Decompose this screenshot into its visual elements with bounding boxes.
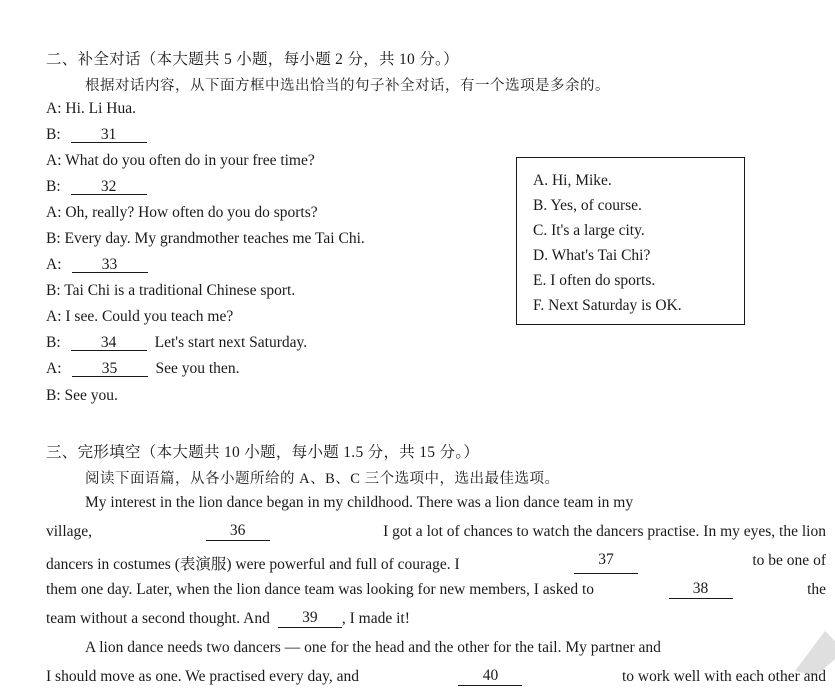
- passage-line: [85, 494, 826, 512]
- line-text: the: [807, 581, 826, 598]
- speaker: B:: [46, 334, 61, 351]
- speaker: A:: [46, 152, 62, 169]
- speaker: B:: [46, 387, 61, 404]
- blank-40[interactable]: 40: [458, 668, 522, 686]
- line-text: See you.: [64, 387, 118, 404]
- speaker: B:: [46, 230, 61, 247]
- line-text: Oh, really? How often do you do sports?: [65, 204, 318, 221]
- section2-heading: 二、补全对话（本大题共 5 小题，每小题 2 分，共 10 分。）: [46, 51, 459, 68]
- dialogue-line: [46, 204, 318, 222]
- blank-38[interactable]: 38: [669, 581, 733, 599]
- line-text: I got a lot of chances to watch the dancers practise. In my eyes, the lion: [383, 523, 826, 540]
- speaker: B:: [46, 178, 61, 195]
- passage-line: [46, 552, 826, 574]
- line-text: dancers in costumes (表演服) were powerful and full of courage. I: [46, 556, 460, 573]
- dialogue-line: [46, 230, 365, 248]
- passage-line: [85, 639, 826, 657]
- option-b: B. Yes, of course.: [533, 197, 642, 214]
- option-c: C. It's a large city.: [533, 222, 645, 239]
- blank-37[interactable]: 37: [574, 552, 638, 574]
- speaker: A:: [46, 256, 62, 273]
- line-text: them one day. Later, when the lion dance team was looking for new members, I asked to: [46, 581, 595, 598]
- option-d: D. What's Tai Chi?: [533, 247, 651, 264]
- dialogue-line: [46, 178, 147, 196]
- section2-instruction: 根据对话内容，从下面方框中选出恰当的句子补全对话，有一个选项是多余的。: [85, 78, 610, 94]
- line-text: to work well with each other and: [621, 668, 826, 685]
- section3-heading: 三、完形填空（本大题共 10 小题，每小题 1.5 分，共 15 分。）: [46, 444, 480, 461]
- options-box: [516, 157, 745, 325]
- blank-35[interactable]: 35: [72, 361, 148, 377]
- blank-33[interactable]: 33: [72, 257, 148, 273]
- line-text: Tai Chi is a traditional Chinese sport.: [64, 282, 296, 299]
- line-text: Hi. Li Hua.: [65, 100, 136, 117]
- line-text: Every day. My grandmother teaches me Tai Chi.: [64, 230, 365, 247]
- blank-36[interactable]: 36: [206, 523, 270, 541]
- passage-line: [46, 668, 826, 686]
- line-text: I should move as one. We practised every day, and: [46, 668, 359, 685]
- dialogue-line: [46, 308, 233, 326]
- dialogue-line: [46, 256, 148, 274]
- speaker: A:: [46, 204, 62, 221]
- speaker: B:: [46, 282, 61, 299]
- passage-line: [46, 523, 826, 541]
- line-text: Let's start next Saturday.: [154, 334, 308, 351]
- blank-31[interactable]: 31: [71, 127, 147, 143]
- blank-32[interactable]: 32: [71, 179, 147, 195]
- speaker: A:: [46, 100, 62, 117]
- speaker: B:: [46, 126, 61, 143]
- line-text: I see. Could you teach me?: [65, 308, 234, 325]
- line-text: What do you often do in your free time?: [65, 152, 315, 169]
- line-text: A lion dance needs two dancers — one for the head and the other for the tail. My partner and: [85, 639, 661, 656]
- option-a: A. Hi, Mike.: [533, 172, 612, 189]
- dialogue-line: [46, 152, 315, 170]
- blank-34[interactable]: 34: [71, 335, 147, 351]
- dialogue-line: [46, 334, 307, 352]
- speaker: A:: [46, 360, 62, 377]
- passage-line: [46, 610, 826, 628]
- dialogue-line: [46, 282, 295, 300]
- dialogue-line: [46, 100, 136, 118]
- line-text: See you then.: [155, 360, 240, 377]
- watermark-mark-icon: [785, 621, 835, 681]
- passage-line: [46, 581, 826, 599]
- option-e: E. I often do sports.: [533, 272, 656, 289]
- option-f: F. Next Saturday is OK.: [533, 297, 682, 314]
- line-text: team without a second thought. And: [46, 610, 270, 627]
- line-text: , I made it!: [341, 610, 410, 627]
- dialogue-line: [46, 126, 147, 144]
- line-text: village,: [46, 523, 93, 540]
- dialogue-line: [46, 360, 239, 378]
- speaker: A:: [46, 308, 62, 325]
- line-text: to be one of: [752, 552, 826, 569]
- dialogue-line: [46, 387, 118, 405]
- line-text: My interest in the lion dance began in my childhood. There was a lion dance team in my: [85, 494, 634, 511]
- section3-instruction: 阅读下面语篇，从各小题所给的 A、B、C 三个选项中，选出最佳选项。: [85, 471, 560, 487]
- blank-39[interactable]: 39: [278, 610, 342, 628]
